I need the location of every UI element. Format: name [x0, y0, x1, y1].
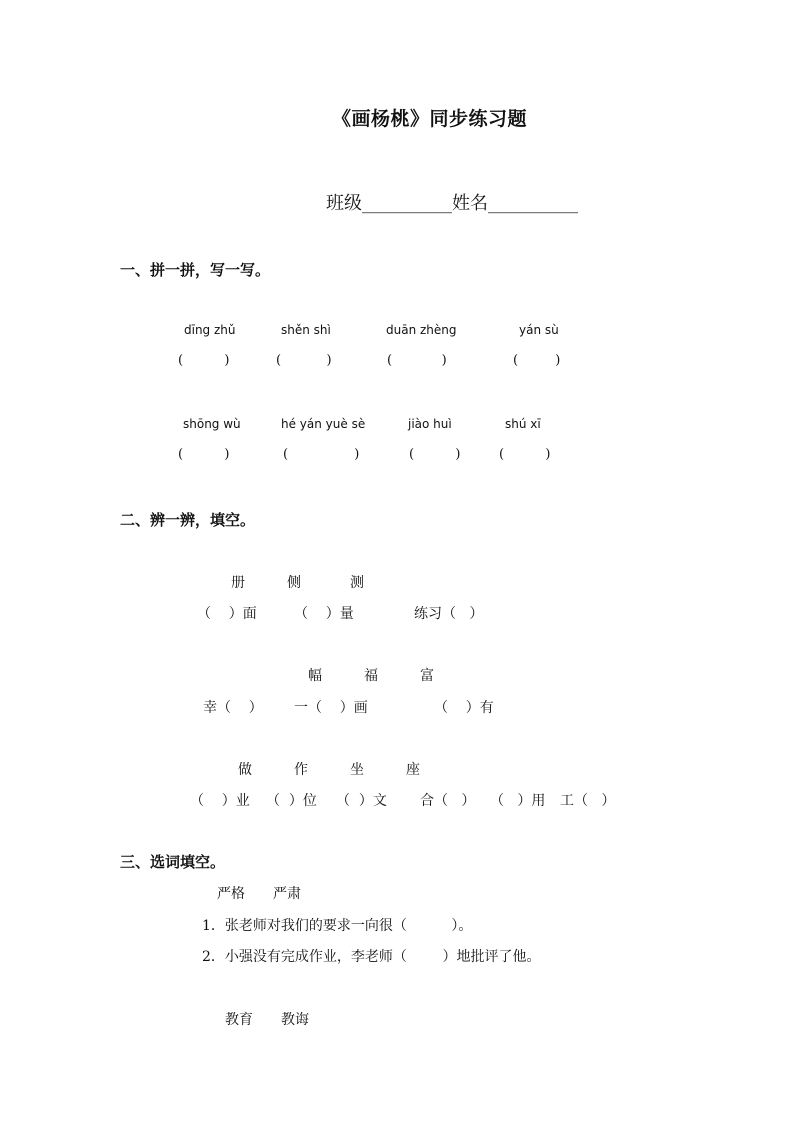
pinyin: shōng wù — [183, 417, 241, 431]
fill-blank: （ ）业 — [190, 793, 250, 809]
section2-heading: 二、辨一辨，填空。 — [120, 511, 256, 529]
option-char: 作 — [294, 762, 308, 778]
fill-blank: （ ）用 — [490, 793, 546, 809]
option-char: 侧 — [287, 575, 301, 591]
word-option: 教诲 — [281, 1012, 309, 1028]
question-2: 2．小强没有完成作业，李老师（ ）地批评了他。 — [202, 949, 541, 965]
answer-blank: ( ) — [178, 353, 230, 368]
pinyin: jiào huì — [408, 417, 452, 431]
fill-blank: （ ）量 — [294, 606, 354, 622]
option-char: 福 — [364, 668, 378, 684]
fill-blank: 练习（ ） — [414, 606, 484, 622]
fill-blank: 一（ ）画 — [294, 700, 368, 716]
option-char: 册 — [231, 575, 245, 591]
question-1: 1．张老师对我们的要求一向很（ ）。 — [202, 918, 473, 934]
fill-blank: 合（ ） — [420, 793, 476, 809]
option-char: 富 — [420, 668, 434, 684]
fill-blank: （ ）位 — [266, 793, 317, 809]
option-char: 座 — [406, 762, 420, 778]
word-option: 严肃 — [273, 886, 301, 902]
section3-heading: 三、选词填空。 — [120, 853, 226, 871]
section1-heading: 一、拼一拼，写一写。 — [120, 261, 271, 279]
word-option: 严格 — [217, 886, 245, 902]
fill-blank: （ ）有 — [434, 700, 494, 716]
fill-blank: （ ）面 — [197, 606, 257, 622]
word-option: 教育 — [225, 1012, 253, 1028]
answer-blank: ( ) — [513, 353, 561, 368]
answer-blank: ( ) — [499, 447, 551, 462]
pinyin: yán sù — [519, 323, 559, 337]
answer-blank: ( ) — [276, 353, 332, 368]
pinyin: dīng zhǔ — [184, 323, 236, 337]
fill-blank: 幸（ ） — [203, 700, 263, 716]
class-name-line: 班级__________姓名__________ — [326, 193, 578, 214]
page-title: 《画杨桃》同步练习题 — [332, 108, 528, 130]
fill-blank: 工（ ） — [560, 793, 616, 809]
option-char: 幅 — [308, 668, 322, 684]
answer-blank: ( ) — [387, 353, 447, 368]
answer-blank: ( ) — [178, 447, 230, 462]
fill-blank: （ ）文 — [336, 793, 387, 809]
option-char: 坐 — [350, 762, 364, 778]
option-char: 做 — [238, 762, 252, 778]
pinyin: hé yán yuè sè — [281, 417, 366, 431]
answer-blank: ( ) — [409, 447, 461, 462]
answer-blank: ( ) — [283, 447, 360, 462]
pinyin: shěn shì — [281, 323, 331, 337]
pinyin: shú xī — [505, 417, 541, 431]
option-char: 测 — [350, 575, 364, 591]
pinyin: duān zhèng — [386, 323, 457, 337]
